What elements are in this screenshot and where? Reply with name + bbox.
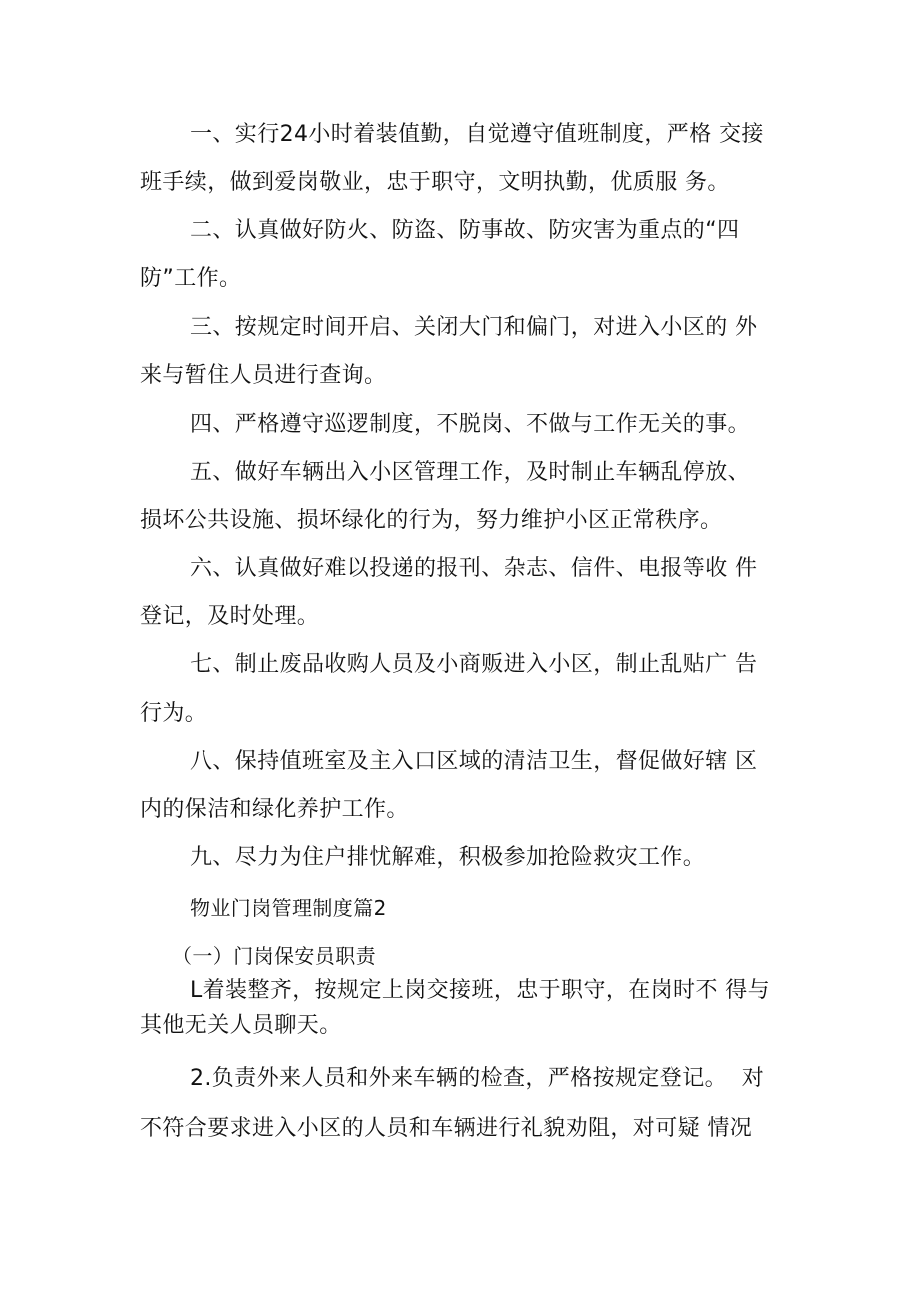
rule-7-line-2: 行为。 [140,701,208,726]
rule-1-line-2: 班手续，做到爱岗敬业，忠于职守，文明执勤，优质服 务。 [140,170,730,195]
duty-2-line-2: 不符合要求进入小区的人员和车辆进行礼貌劝阻，对可疑 情况 [140,1116,753,1141]
rule-1-line-1: 一、实行24小时着装值勤，自觉遵守值班制度，严格 交接 [190,122,764,147]
rule-4-line-1: 四、严格遵守巡逻制度，不脱岗、不做与工作无关的事。 [190,412,751,437]
rule-5-line-1: 五、做好车辆出入小区管理工作，及时制止车辆乱停放、 [190,460,751,485]
rule-8-line-2: 内的保洁和绿化养护工作。 [140,797,409,822]
duty-1-line-1: L着装整齐，按规定上岗交接班，忠于职守，在岗时不 得与 [190,978,771,1003]
rule-2-line-1: 二、认真做好防火、防盗、防事故、防灾害为重点的“四 [190,218,740,243]
rule-9-line-1: 九、尽力为住户排忧解难，积极参加抢险救灾工作。 [190,845,706,870]
section-title: 物业门岗管理制度篇2 [190,896,387,920]
duty-1-line-2: 其他无关人员聊天。 [140,1013,342,1038]
rule-5-line-2: 损坏公共设施、损坏绿化的行为，努力维护小区正常秩序。 [140,508,723,533]
subsection-title: （一）门岗保安员职责 [172,944,376,968]
rule-3-line-1: 三、按规定时间开启、关闭大门和偏门，对进入小区的 外 [190,315,758,340]
duty-2-line-1: 2.负责外来人员和外来车辆的检查，严格按规定登记。 对 [190,1066,765,1091]
rule-6-line-2: 登记，及时处理。 [140,604,320,629]
rule-3-line-2: 来与暂住人员进行查询。 [140,363,387,388]
rule-7-line-1: 七、制止废品收购人员及小商贩进入小区，制止乱贴广 告 [190,652,758,677]
rule-2-line-2: 防”工作。 [140,266,242,291]
rule-6-line-1: 六、认真做好难以投递的报刊、杂志、信件、电报等收 件 [190,556,758,581]
rule-8-line-1: 八、保持值班室及主入口区域的清洁卫生，督促做好辖 区 [190,749,758,774]
